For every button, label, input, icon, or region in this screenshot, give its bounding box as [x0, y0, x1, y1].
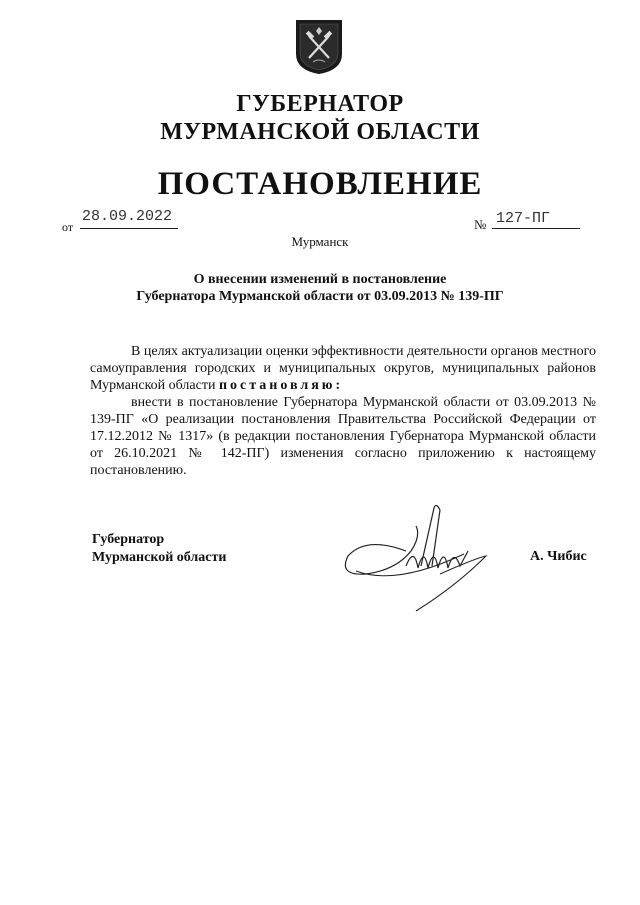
document-subject	[0, 271, 640, 305]
body-paragraph-1-text: В целях актуализации оценки эффективности деятельности органов местного самоуправления городских и муниципальных округов, муниципальных районов Мурманской области	[90, 344, 596, 393]
subject-line-1: О внесении изменений в постановление	[193, 272, 447, 287]
document-number: 127-ПГ	[496, 210, 551, 227]
body-paragraph-2: внести в постановление Губернатора Мурманской области от 03.09.2013 № 139-ПГ «О реализации постановления Правительства Российской Федерации от 17.12.2012 № 1317» (в редакции постановления Губернатора Мурманской области от 26.10.2021 № 142-ПГ) изменения согласно приложению к настоящему постановлению.	[90, 395, 596, 478]
city-label: Мурманск	[291, 234, 349, 249]
signer-position	[92, 531, 226, 567]
subject-line-2: Губернатора Мурманской области от 03.09.2013 № 139-ПГ	[136, 289, 504, 304]
document-body	[90, 343, 596, 479]
number-underline	[492, 228, 580, 229]
signer-position-line2: Мурманской области	[92, 550, 227, 565]
date-underline	[80, 228, 178, 229]
document-date: 28.09.2022	[82, 208, 173, 225]
handwritten-signature	[336, 496, 506, 616]
authority-title-line1: ГУБЕРНАТОР	[236, 91, 404, 117]
body-paragraph-1	[90, 343, 596, 394]
authority-title-line2: МУРМАНСКОЙ ОБЛАСТИ	[160, 119, 480, 145]
date-prefix-label: от	[62, 220, 74, 234]
number-prefix-label: №	[474, 217, 487, 232]
document-type-heading: ПОСТАНОВЛЕНИЕ	[157, 166, 483, 202]
signer-name: А. Чибис	[530, 549, 587, 564]
signer-position-line1: Губернатор	[92, 532, 165, 547]
resolve-word: постановляю:	[218, 378, 344, 393]
coat-of-arms-emblem	[294, 16, 344, 76]
